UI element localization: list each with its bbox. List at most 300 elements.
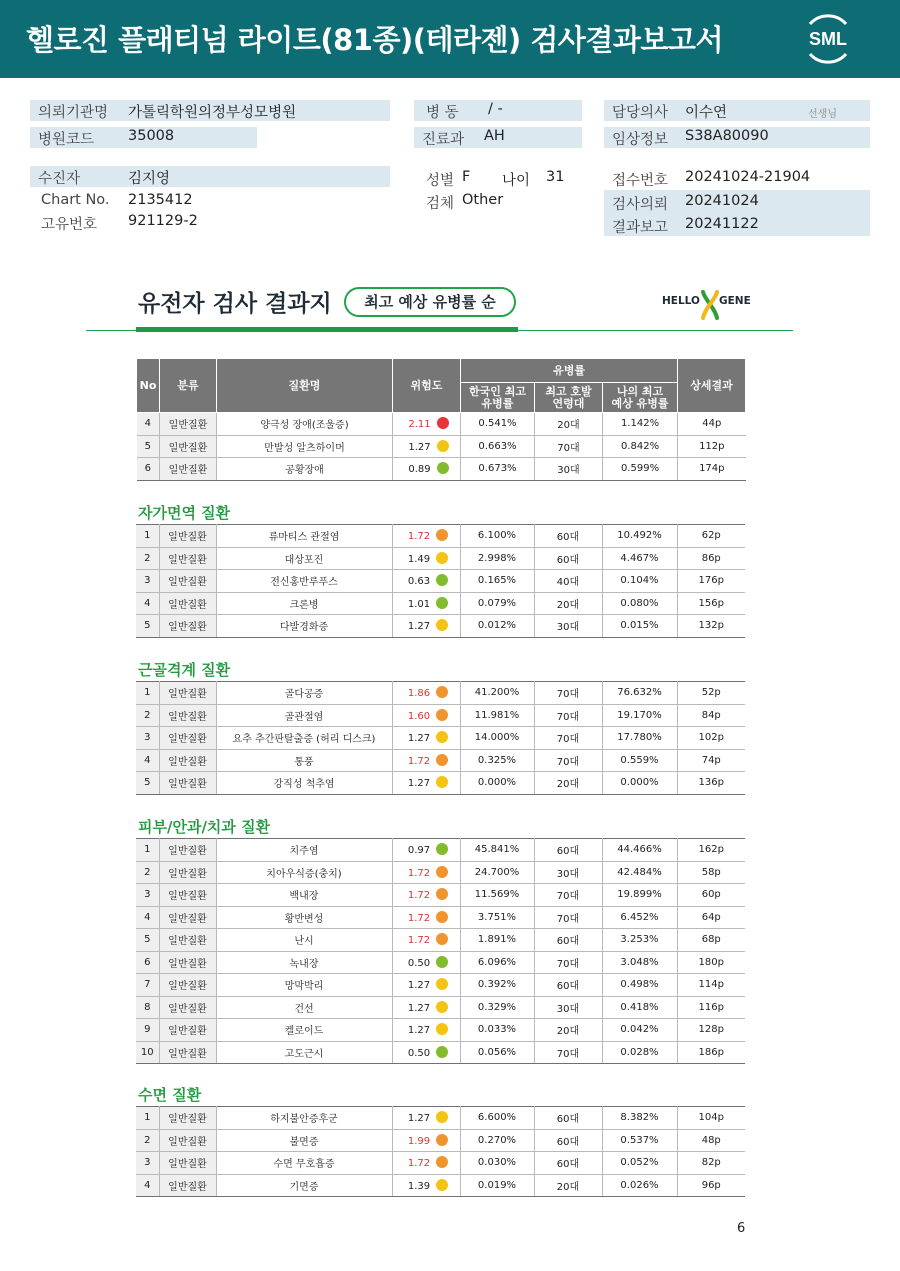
risk-value: 1.72	[407, 867, 431, 879]
header-peak-age: 최고 호발 연령대	[535, 383, 603, 413]
row-category: 일반질환	[159, 1107, 216, 1130]
row-risk	[392, 525, 460, 548]
table-row	[136, 974, 745, 997]
risk-value: 1.72	[407, 890, 431, 902]
row-peak-age: 20대	[534, 1174, 602, 1197]
row-peak-age: 60대	[534, 974, 602, 997]
risk-level-dot-icon	[436, 619, 448, 631]
chart-label: Chart No.	[41, 192, 110, 208]
row-my-prevalence: 10.492%	[602, 525, 677, 548]
row-my-prevalence: 0.042%	[602, 1019, 677, 1042]
table-row	[137, 413, 746, 436]
row-detail-page: 44p	[678, 413, 746, 436]
ward-value: / -	[488, 101, 503, 117]
row-detail-page: 162p	[677, 839, 745, 862]
risk-level-dot-icon	[436, 574, 448, 586]
row-my-prevalence: 0.028%	[602, 1041, 677, 1064]
risk-value: 0.89	[408, 464, 431, 476]
row-detail-page: 136p	[677, 772, 745, 795]
row-risk	[392, 615, 460, 638]
institution-label: 의뢰기관명	[38, 105, 109, 121]
section-rule-accent	[136, 327, 518, 332]
risk-value: 1.01	[407, 598, 431, 610]
row-detail-page: 48p	[677, 1129, 745, 1152]
row-detail-page: 68p	[677, 929, 745, 952]
risk-level-dot-icon	[436, 888, 448, 900]
clinical-value: S38A80090	[685, 128, 769, 144]
row-kor-prevalence: 0.000%	[460, 772, 534, 795]
row-detail-page: 58p	[677, 861, 745, 884]
row-category: 일반질환	[159, 884, 216, 907]
risk-level-dot-icon	[436, 1134, 448, 1146]
row-detail-page: 176p	[677, 570, 745, 593]
table-row	[136, 951, 745, 974]
row-disease: 양극성 장애(조울증)	[217, 413, 393, 436]
risk-value: 0.97	[407, 845, 431, 857]
page-number: 6	[737, 1221, 746, 1236]
row-category: 일반질환	[159, 570, 216, 593]
row-category: 일반질환	[159, 1152, 216, 1175]
row-my-prevalence: 0.104%	[602, 570, 677, 593]
row-no: 5	[136, 615, 159, 638]
row-kor-prevalence: 0.329%	[460, 996, 534, 1019]
institution-value: 가톨릭학원의정부성모병원	[128, 105, 297, 121]
row-risk	[392, 1019, 460, 1042]
row-disease: 켈로이드	[216, 1019, 392, 1042]
table-row	[136, 884, 745, 907]
request-value: 20241024	[685, 193, 759, 209]
header-risk: 위험도	[393, 359, 461, 413]
row-category: 일반질환	[160, 458, 217, 481]
header-disease: 질환명	[217, 359, 393, 413]
row-peak-age: 70대	[534, 951, 602, 974]
risk-value: 1.27	[407, 621, 431, 633]
row-no: 9	[136, 1019, 159, 1042]
row-detail-page: 52p	[677, 682, 745, 705]
row-risk	[392, 749, 460, 772]
row-disease: 수면 무호흡증	[216, 1152, 392, 1175]
row-category: 일반질환	[159, 704, 216, 727]
result-table-3	[136, 838, 745, 1064]
row-detail-page: 102p	[677, 727, 745, 750]
risk-value: 1.72	[407, 912, 431, 924]
row-disease: 건선	[216, 996, 392, 1019]
table-row	[136, 592, 745, 615]
row-category: 일반질환	[159, 525, 216, 548]
row-category: 일반질환	[159, 861, 216, 884]
row-risk	[392, 1107, 460, 1130]
row-peak-age: 60대	[534, 1129, 602, 1152]
row-no: 4	[136, 1174, 159, 1197]
row-peak-age: 30대	[534, 996, 602, 1019]
report-label: 결과보고	[612, 220, 669, 236]
risk-level-dot-icon	[436, 709, 448, 721]
table-row	[136, 996, 745, 1019]
row-kor-prevalence: 0.012%	[460, 615, 534, 638]
row-no: 5	[136, 929, 159, 952]
row-category: 일반질환	[159, 547, 216, 570]
row-category: 일반질환	[159, 749, 216, 772]
table-row	[136, 1041, 745, 1064]
row-no: 2	[136, 861, 159, 884]
age-value: 31	[546, 169, 565, 185]
row-my-prevalence: 0.559%	[602, 749, 677, 772]
row-kor-prevalence: 0.663%	[461, 435, 535, 458]
row-category: 일반질환	[159, 951, 216, 974]
row-risk	[392, 772, 460, 795]
row-detail-page: 174p	[678, 458, 746, 481]
clinical-label: 임상정보	[612, 132, 669, 148]
row-kor-prevalence: 24.700%	[460, 861, 534, 884]
row-my-prevalence: 4.467%	[602, 547, 677, 570]
row-risk	[392, 884, 460, 907]
row-peak-age: 70대	[535, 435, 603, 458]
row-kor-prevalence: 6.600%	[460, 1107, 534, 1130]
row-peak-age: 70대	[534, 1041, 602, 1064]
row-disease: 만발성 알츠하이머	[217, 435, 393, 458]
table-row	[136, 1107, 745, 1130]
row-disease: 전신홍반루푸스	[216, 570, 392, 593]
row-my-prevalence: 44.466%	[602, 839, 677, 862]
header-no: No	[137, 359, 160, 413]
risk-level-dot-icon	[436, 911, 448, 923]
row-my-prevalence: 0.418%	[602, 996, 677, 1019]
risk-value: 1.39	[407, 1180, 431, 1192]
row-my-prevalence: 17.780%	[602, 727, 677, 750]
dna-icon	[700, 290, 720, 320]
row-disease: 크론병	[216, 592, 392, 615]
section-title: 유전자 검사 결과지	[138, 291, 332, 317]
row-detail-page: 62p	[677, 525, 745, 548]
row-my-prevalence: 6.452%	[602, 906, 677, 929]
result-table-2	[136, 681, 745, 795]
header-kor-max: 한국인 최고 유병률	[461, 383, 535, 413]
group-title-sleep: 수면 질환	[138, 1086, 202, 1104]
row-detail-page: 64p	[677, 906, 745, 929]
row-risk	[392, 682, 460, 705]
row-my-prevalence: 0.000%	[602, 772, 677, 795]
row-my-prevalence: 19.899%	[602, 884, 677, 907]
row-my-prevalence: 3.253%	[602, 929, 677, 952]
row-disease: 통풍	[216, 749, 392, 772]
row-kor-prevalence: 0.030%	[460, 1152, 534, 1175]
row-category: 일반질환	[159, 839, 216, 862]
row-detail-page: 156p	[677, 592, 745, 615]
risk-value: 1.27	[407, 980, 431, 992]
ward-label: 병 동	[426, 105, 459, 121]
row-category: 일반질환	[159, 1019, 216, 1042]
risk-value: 1.99	[407, 1135, 431, 1147]
risk-level-dot-icon	[436, 978, 448, 990]
logo-text: SML	[809, 29, 847, 49]
risk-value: 0.63	[407, 576, 431, 588]
row-risk	[392, 570, 460, 593]
table-row	[136, 682, 745, 705]
report-value: 20241122	[685, 216, 759, 232]
row-no: 7	[136, 974, 159, 997]
row-category: 일반질환	[159, 592, 216, 615]
row-no: 3	[136, 727, 159, 750]
department-value: AH	[484, 128, 505, 144]
row-kor-prevalence: 11.981%	[460, 704, 534, 727]
result-table-4	[136, 1106, 745, 1197]
row-risk	[392, 704, 460, 727]
table-row	[137, 458, 746, 481]
risk-value: 1.60	[407, 710, 431, 722]
row-category: 일반질환	[159, 974, 216, 997]
row-risk	[392, 996, 460, 1019]
row-no: 2	[136, 1129, 159, 1152]
row-risk	[393, 435, 461, 458]
brand-left: HELLO	[662, 295, 700, 307]
row-detail-page: 104p	[677, 1107, 745, 1130]
row-no: 2	[136, 704, 159, 727]
row-detail-page: 96p	[677, 1174, 745, 1197]
unique-label: 고유번호	[41, 217, 98, 233]
row-detail-page: 132p	[677, 615, 745, 638]
row-kor-prevalence: 45.841%	[460, 839, 534, 862]
risk-level-dot-icon	[436, 552, 448, 564]
patient-shade	[30, 166, 390, 187]
receipt-label: 접수번호	[612, 173, 669, 189]
row-risk	[393, 458, 461, 481]
row-my-prevalence: 42.484%	[602, 861, 677, 884]
row-detail-page: 86p	[677, 547, 745, 570]
row-detail-page: 82p	[677, 1152, 745, 1175]
row-my-prevalence: 76.632%	[602, 682, 677, 705]
row-no: 1	[136, 1107, 159, 1130]
row-kor-prevalence: 0.079%	[460, 592, 534, 615]
row-no: 1	[136, 682, 159, 705]
row-risk	[392, 547, 460, 570]
specimen-value: Other	[462, 192, 504, 208]
table-row	[136, 839, 745, 862]
request-label: 검사의뢰	[612, 197, 669, 213]
row-disease: 하지불안증후군	[216, 1107, 392, 1130]
row-my-prevalence: 19.170%	[602, 704, 677, 727]
row-detail-page: 74p	[677, 749, 745, 772]
row-disease: 공황장애	[217, 458, 393, 481]
row-category: 일반질환	[160, 435, 217, 458]
table-row	[136, 906, 745, 929]
risk-value: 1.72	[407, 935, 431, 947]
row-peak-age: 70대	[534, 704, 602, 727]
patient-value: 김지영	[128, 171, 171, 187]
brand-right: GENE	[719, 295, 751, 307]
doctor-label: 담당의사	[612, 105, 669, 121]
hospital-code-value: 35008	[128, 128, 175, 144]
sex-value: F	[462, 169, 471, 185]
risk-level-dot-icon	[436, 1046, 448, 1058]
risk-level-dot-icon	[436, 529, 448, 541]
row-peak-age: 30대	[534, 615, 602, 638]
row-no: 1	[136, 839, 159, 862]
row-my-prevalence: 0.080%	[602, 592, 677, 615]
result-table-1	[136, 524, 745, 638]
risk-value: 1.27	[407, 1025, 431, 1037]
row-category: 일반질환	[159, 906, 216, 929]
header-category: 분류	[160, 359, 217, 413]
row-kor-prevalence: 6.096%	[460, 951, 534, 974]
row-disease: 골관절염	[216, 704, 392, 727]
risk-level-dot-icon	[436, 1179, 448, 1191]
table-row	[136, 772, 745, 795]
report-title: 헬로진 플래티넘 라이트(81종)(테라젠) 검사결과보고서	[26, 23, 723, 57]
risk-value: 1.49	[407, 553, 431, 565]
row-my-prevalence: 0.842%	[603, 435, 678, 458]
row-no: 1	[136, 525, 159, 548]
department-label: 진료과	[422, 132, 465, 148]
row-peak-age: 70대	[534, 884, 602, 907]
row-no: 4	[136, 906, 159, 929]
row-detail-page: 186p	[677, 1041, 745, 1064]
row-disease: 백내장	[216, 884, 392, 907]
risk-level-dot-icon	[436, 686, 448, 698]
row-no: 6	[137, 458, 160, 481]
table-row	[136, 525, 745, 548]
risk-value: 0.50	[407, 957, 431, 969]
row-my-prevalence: 0.537%	[602, 1129, 677, 1152]
risk-value: 1.27	[407, 1002, 431, 1014]
row-risk	[392, 1152, 460, 1175]
risk-level-dot-icon	[437, 462, 449, 474]
row-category: 일반질환	[160, 413, 217, 436]
risk-level-dot-icon	[437, 417, 449, 429]
row-peak-age: 20대	[534, 1019, 602, 1042]
table-row	[136, 727, 745, 750]
risk-level-dot-icon	[436, 843, 448, 855]
row-detail-page: 180p	[677, 951, 745, 974]
group-title-skin-eye-dental: 피부/안과/치과 질환	[138, 818, 271, 836]
risk-level-dot-icon	[436, 776, 448, 788]
row-peak-age: 60대	[534, 1107, 602, 1130]
row-category: 일반질환	[159, 772, 216, 795]
row-kor-prevalence: 0.056%	[460, 1041, 534, 1064]
table-row	[136, 749, 745, 772]
row-disease: 대상포진	[216, 547, 392, 570]
row-peak-age: 70대	[534, 682, 602, 705]
row-disease: 류마티스 관절염	[216, 525, 392, 548]
risk-value: 2.11	[408, 419, 431, 431]
row-no: 4	[137, 413, 160, 436]
row-no: 4	[136, 592, 159, 615]
row-category: 일반질환	[159, 929, 216, 952]
risk-level-dot-icon	[436, 731, 448, 743]
row-disease: 녹내장	[216, 951, 392, 974]
patient-label: 수진자	[38, 171, 81, 187]
row-kor-prevalence: 14.000%	[460, 727, 534, 750]
row-kor-prevalence: 0.541%	[461, 413, 535, 436]
row-peak-age: 60대	[534, 839, 602, 862]
doctor-value: 이수연	[685, 105, 728, 121]
sex-label: 성별	[426, 173, 455, 189]
row-risk	[392, 906, 460, 929]
risk-level-dot-icon	[436, 754, 448, 766]
row-category: 일반질환	[159, 682, 216, 705]
table-row	[136, 861, 745, 884]
row-disease: 난시	[216, 929, 392, 952]
table-row	[136, 1019, 745, 1042]
row-my-prevalence: 8.382%	[602, 1107, 677, 1130]
table-row	[136, 704, 745, 727]
row-kor-prevalence: 0.392%	[460, 974, 534, 997]
risk-level-dot-icon	[436, 1156, 448, 1168]
receipt-value: 20241024-21904	[685, 169, 811, 185]
row-my-prevalence: 0.026%	[602, 1174, 677, 1197]
row-category: 일반질환	[159, 1129, 216, 1152]
risk-level-dot-icon	[436, 1111, 448, 1123]
row-category: 일반질환	[159, 996, 216, 1019]
sml-logo	[800, 12, 856, 64]
row-disease: 불면증	[216, 1129, 392, 1152]
row-peak-age: 60대	[534, 525, 602, 548]
row-no: 3	[136, 884, 159, 907]
row-risk	[392, 1129, 460, 1152]
row-peak-age: 60대	[534, 1152, 602, 1175]
table-row	[136, 570, 745, 593]
row-peak-age: 40대	[534, 570, 602, 593]
row-risk	[392, 1041, 460, 1064]
row-risk	[392, 592, 460, 615]
row-peak-age: 30대	[534, 861, 602, 884]
risk-value: 1.27	[408, 441, 431, 453]
risk-value: 1.27	[407, 1113, 431, 1125]
row-peak-age: 70대	[534, 906, 602, 929]
row-risk	[392, 929, 460, 952]
report-header	[0, 0, 900, 78]
table-row	[137, 435, 746, 458]
result-table-0	[136, 358, 746, 481]
risk-value: 1.72	[407, 531, 431, 543]
risk-level-dot-icon	[436, 956, 448, 968]
risk-value: 1.72	[407, 755, 431, 767]
row-kor-prevalence: 1.891%	[460, 929, 534, 952]
row-kor-prevalence: 6.100%	[460, 525, 534, 548]
risk-value: 1.27	[407, 733, 431, 745]
risk-level-dot-icon	[436, 933, 448, 945]
header-prevalence: 유병률	[461, 359, 678, 383]
row-my-prevalence: 0.599%	[603, 458, 678, 481]
sort-pill: 최고 예상 유병률 순	[344, 287, 516, 317]
row-disease: 기면증	[216, 1174, 392, 1197]
risk-level-dot-icon	[436, 866, 448, 878]
row-detail-page: 84p	[677, 704, 745, 727]
risk-level-dot-icon	[436, 1023, 448, 1035]
table-row	[136, 1174, 745, 1197]
row-disease: 황반변성	[216, 906, 392, 929]
hospital-code-label: 병원코드	[38, 132, 95, 148]
row-no: 4	[136, 749, 159, 772]
row-kor-prevalence: 0.673%	[461, 458, 535, 481]
row-peak-age: 60대	[534, 547, 602, 570]
unique-value: 921129-2	[128, 213, 198, 229]
age-label: 나이	[502, 173, 531, 189]
row-peak-age: 70대	[534, 727, 602, 750]
row-risk	[392, 727, 460, 750]
row-peak-age: 30대	[535, 458, 603, 481]
row-peak-age: 20대	[534, 592, 602, 615]
row-my-prevalence: 0.052%	[602, 1152, 677, 1175]
row-no: 5	[136, 772, 159, 795]
row-kor-prevalence: 0.325%	[460, 749, 534, 772]
chart-value: 2135412	[128, 192, 193, 208]
row-my-prevalence: 3.048%	[602, 951, 677, 974]
row-detail-page: 128p	[677, 1019, 745, 1042]
table-row	[136, 547, 745, 570]
row-risk	[392, 861, 460, 884]
risk-level-dot-icon	[436, 597, 448, 609]
row-disease: 요추 추간판탈출증 (허리 디스크)	[216, 727, 392, 750]
